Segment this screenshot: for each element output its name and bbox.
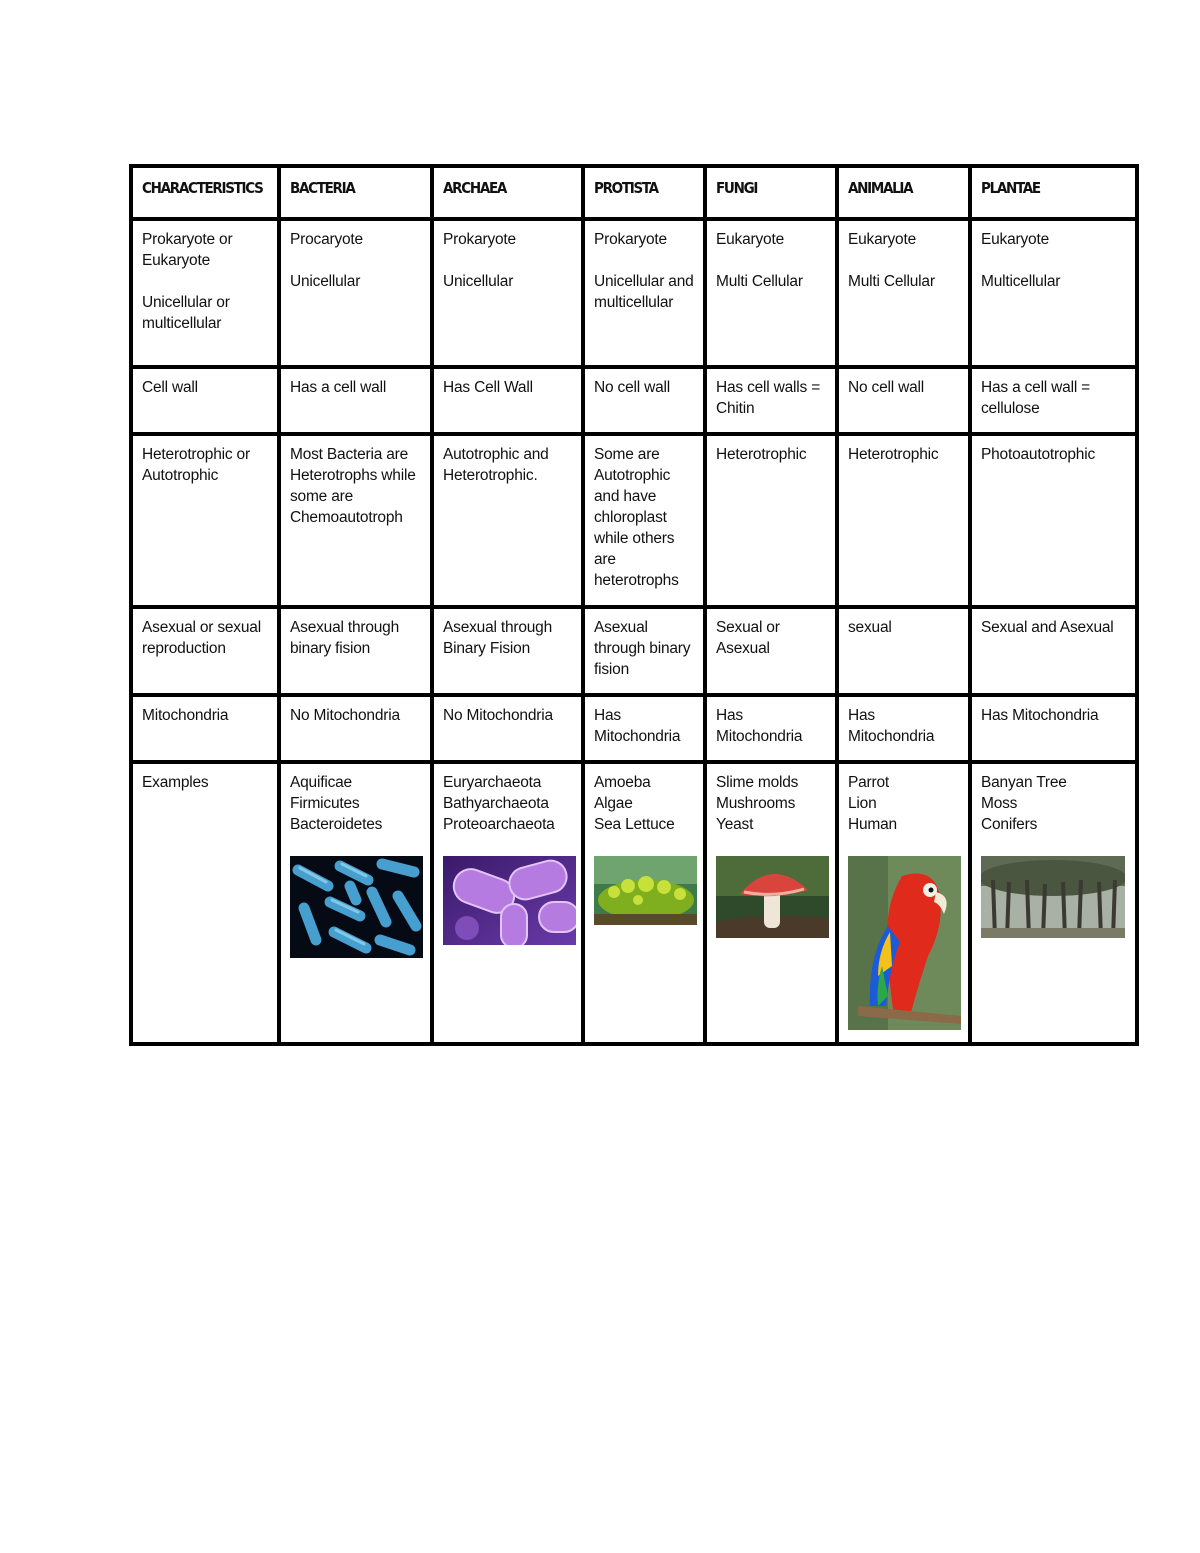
cell-bacteria-mitochondria: No Mitochondria	[279, 695, 432, 762]
cell-text: Multi Cellular	[716, 273, 803, 290]
cell-protista-examples	[583, 762, 705, 1044]
cell-bacteria-cell-type	[279, 219, 432, 367]
cell-text: Unicellular and multicellular	[594, 273, 694, 311]
header-row	[131, 166, 1137, 219]
cell-animalia-reproduction: sexual	[837, 607, 970, 695]
cell-fungi-reproduction: Sexual or Asexual	[705, 607, 837, 695]
cell-protista-nutrition: Some are Autotrophic and have chloroplast while others are heterotrophs	[583, 434, 705, 607]
cell-bacteria-examples	[279, 762, 432, 1044]
cell-text: Eukaryote	[981, 231, 1049, 248]
cell-text: Multi Cellular	[848, 273, 935, 290]
cell-archaea-cell-wall: Has Cell Wall	[432, 367, 583, 434]
cell-plantae-examples	[970, 762, 1137, 1044]
cell-animalia-nutrition: Heterotrophic	[837, 434, 970, 607]
cell-text: Unicellular	[443, 273, 514, 290]
cell-plantae-reproduction: Sexual and Asexual	[970, 607, 1137, 695]
cell-animalia-cell-type	[837, 219, 970, 367]
list-item: Human	[848, 816, 897, 833]
cell-plantae-mitochondria: Has Mitochondria	[970, 695, 1137, 762]
row-label-cell-type	[131, 219, 279, 367]
cell-fungi-cell-type	[705, 219, 837, 367]
cell-plantae-nutrition: Photoautotrophic	[970, 434, 1137, 607]
cell-fungi-mitochondria: Has Mitochondria	[705, 695, 837, 762]
banyan-tree-image	[981, 856, 1125, 938]
header-bacteria: BACTERIA	[279, 166, 432, 219]
cell-text: Prokaryote	[443, 231, 516, 248]
table-row-cell-type	[131, 219, 1137, 367]
cell-protista-mitochondria: Has Mitochondria	[583, 695, 705, 762]
list-item: Euryarchaeota	[443, 774, 542, 791]
header-animalia: ANIMALIA	[837, 166, 970, 219]
cell-text: Unicellular or multicellular	[142, 294, 230, 332]
table-row-examples	[131, 762, 1137, 1044]
list-item: Amoeba	[594, 774, 651, 791]
header-fungi: FUNGI	[705, 166, 837, 219]
green-algae-image	[594, 856, 697, 925]
row-label-examples: Examples	[131, 762, 279, 1044]
cell-text: Eukaryote	[716, 231, 784, 248]
cell-text: Multicellular	[981, 273, 1061, 290]
cell-animalia-mitochondria: Has Mitochondria	[837, 695, 970, 762]
list-item: Bacteroidetes	[290, 816, 383, 833]
cell-protista-cell-wall: No cell wall	[583, 367, 705, 434]
red-mushroom-image	[716, 856, 829, 938]
cell-fungi-nutrition: Heterotrophic	[705, 434, 837, 607]
row-label-reproduction: Asexual or sexual reproduction	[131, 607, 279, 695]
cell-text: Prokaryote	[594, 231, 667, 248]
cell-archaea-reproduction: Asexual through Binary Fision	[432, 607, 583, 695]
header-plantae: PLANTAE	[970, 166, 1137, 219]
parrot-image	[848, 856, 961, 1030]
cell-archaea-examples	[432, 762, 583, 1044]
list-item: Bathyarchaeota	[443, 795, 549, 812]
archaea-cells-image	[443, 856, 576, 945]
cell-bacteria-reproduction: Asexual through binary fision	[279, 607, 432, 695]
cell-archaea-cell-type	[432, 219, 583, 367]
cell-text: Unicellular	[290, 273, 361, 290]
row-label-cell-wall: Cell wall	[131, 367, 279, 434]
list-item: Yeast	[716, 816, 754, 833]
cell-protista-cell-type	[583, 219, 705, 367]
kingdoms-comparison-table	[129, 164, 1139, 1046]
rod-bacteria-image	[290, 856, 423, 958]
list-item: Lion	[848, 795, 877, 812]
table-row-mitochondria	[131, 695, 1137, 762]
list-item: Parrot	[848, 774, 890, 791]
cell-bacteria-cell-wall: Has a cell wall	[279, 367, 432, 434]
row-label-nutrition: Heterotrophic or Autotrophic	[131, 434, 279, 607]
list-item: Mushrooms	[716, 795, 796, 812]
cell-plantae-cell-wall: Has a cell wall = cellulose	[970, 367, 1137, 434]
list-item: Aquificae	[290, 774, 352, 791]
cell-animalia-examples	[837, 762, 970, 1044]
header-archaea: ARCHAEA	[432, 166, 583, 219]
list-item: Conifers	[981, 816, 1038, 833]
cell-text: Procaryote	[290, 231, 363, 248]
row-label-mitochondria: Mitochondria	[131, 695, 279, 762]
cell-fungi-cell-wall: Has cell walls = Chitin	[705, 367, 837, 434]
table-row-cell-wall	[131, 367, 1137, 434]
header-characteristics: CHARACTERISTICS	[131, 166, 279, 219]
list-item: Proteoarchaeota	[443, 816, 555, 833]
cell-text: Eukaryote	[848, 231, 916, 248]
cell-animalia-cell-wall: No cell wall	[837, 367, 970, 434]
list-item: Algae	[594, 795, 633, 812]
cell-bacteria-nutrition: Most Bacteria are Heterotrophs while some are Chemoautotroph	[279, 434, 432, 607]
header-protista: PROTISTA	[583, 166, 705, 219]
list-item: Sea Lettuce	[594, 816, 675, 833]
cell-archaea-nutrition: Autotrophic and Heterotrophic.	[432, 434, 583, 607]
cell-fungi-examples	[705, 762, 837, 1044]
list-item: Banyan Tree	[981, 774, 1067, 791]
cell-text: Prokaryote or Eukaryote	[142, 231, 233, 269]
table-row-nutrition	[131, 434, 1137, 607]
list-item: Moss	[981, 795, 1018, 812]
list-item: Firmicutes	[290, 795, 360, 812]
table-row-reproduction	[131, 607, 1137, 695]
list-item: Slime molds	[716, 774, 799, 791]
cell-archaea-mitochondria: No Mitochondria	[432, 695, 583, 762]
cell-plantae-cell-type	[970, 219, 1137, 367]
cell-protista-reproduction: Asexual through binary fision	[583, 607, 705, 695]
